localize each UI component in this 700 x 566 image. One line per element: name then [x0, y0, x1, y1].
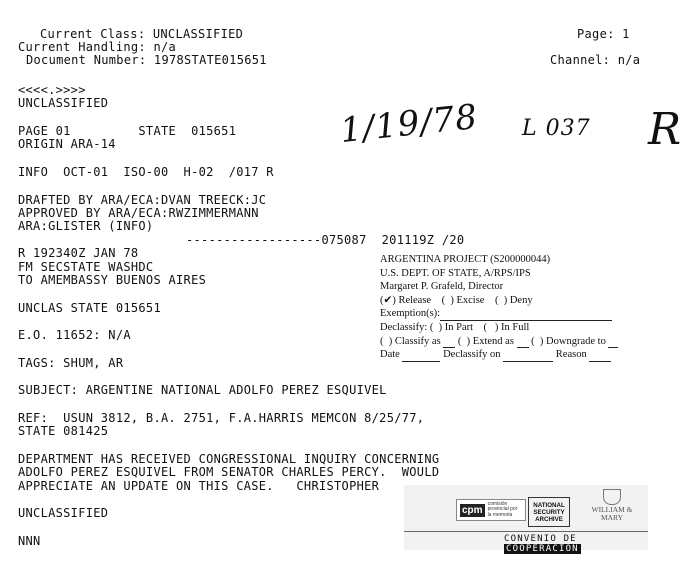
- page-line: PAGE 01 STATE 015651: [18, 124, 237, 138]
- body-line-3: APPRECIATE AN UPDATE ON THIS CASE. CHRISTOPHER: [18, 479, 380, 493]
- cpm-logo: [456, 499, 526, 521]
- in-full-label: In Full: [501, 321, 530, 333]
- stamp-project: ARGENTINA PROJECT (S200000044): [380, 254, 551, 265]
- classify-as-label: Classify as: [394, 335, 441, 347]
- stamp-action-row: (✔) Release ( ) Excise ( ) Deny: [380, 294, 533, 306]
- convenio-text: CONVENIO DE: [504, 534, 577, 544]
- release-label: Release: [398, 294, 432, 306]
- eo-line: E.O. 11652: N/A: [18, 328, 131, 342]
- declassification-stamp: [380, 253, 630, 362]
- current-handling: Current Handling: n/a: [18, 40, 177, 54]
- excise-label: Excise: [456, 294, 485, 306]
- from-line: FM SECSTATE WASHDC: [18, 260, 154, 274]
- handwritten-initials: R: [648, 104, 682, 155]
- stamp-exemptions-row: [380, 307, 630, 321]
- page-number: Page: 1: [577, 27, 630, 41]
- wm-text: WILLIAM & MARY: [591, 505, 633, 522]
- declassify-label: Declassify:: [380, 321, 428, 333]
- nnn-line: NNN: [18, 534, 41, 548]
- body-line-2: ADOLFO PEREZ ESQUIVEL FROM SENATOR CHARLES PERCY. WOULD: [18, 465, 440, 479]
- body-line-1: DEPARTMENT HAS RECEIVED CONGRESSIONAL INQUIRY CONCERNING: [18, 452, 440, 466]
- classification-top: UNCLASSIFIED: [18, 96, 109, 110]
- origin-line: ORIGIN ARA-14: [18, 137, 116, 151]
- national-security-archive-logo: NATIONAL SECURITY ARCHIVE: [528, 497, 570, 527]
- handwritten-date: 1/19/78: [338, 96, 480, 152]
- ref-line-1: REF: USUN 3812, B.A. 2751, F.A.HARRIS MEMCON 8/25/77,: [18, 411, 425, 425]
- extend-as-label: Extend as: [472, 335, 514, 347]
- tags-line: TAGS: SHUM, AR: [18, 356, 124, 370]
- cpm-text: comisión provincial por la memoria: [487, 500, 518, 518]
- info-line: INFO OCT-01 ISO-00 H-02 /017 R: [18, 165, 274, 179]
- unclas-line: UNCLAS STATE 015651: [18, 301, 161, 315]
- subject-line: SUBJECT: ARGENTINE NATIONAL ADOLFO PEREZ ESQUIVEL: [18, 383, 387, 397]
- deny-label: Deny: [509, 294, 533, 306]
- channel: Channel: n/a: [550, 53, 641, 67]
- current-class: Current Class: UNCLASSIFIED: [40, 27, 244, 41]
- cpm-mark: cpm: [462, 504, 483, 516]
- convenio-divider: [404, 531, 648, 532]
- ref-line-2: STATE 081425: [18, 424, 109, 438]
- document-number: Document Number: 1978STATE015651: [26, 53, 267, 67]
- downgrade-to-label: Downgrade to: [546, 335, 606, 347]
- handwritten-code: L 037: [522, 116, 591, 141]
- release-check: ✔: [383, 294, 393, 306]
- in-part-label: In Part: [444, 321, 474, 333]
- date-label: Date: [380, 349, 400, 361]
- drafted-line: DRAFTED BY ARA/ECA:DVAN TREECK:JC: [18, 193, 267, 207]
- stamp-dept: U.S. DEPT. OF STATE, A/RPS/IPS: [380, 267, 531, 279]
- stamp-classify-row: ( ) Classify as ( ) Extend as ( ) Downgrade to: [380, 335, 630, 349]
- william-and-mary-logo: [582, 489, 642, 529]
- stamp-date-row: [380, 348, 630, 362]
- glister-line: ARA:GLISTER (INFO): [18, 219, 154, 233]
- approved-line: APPROVED BY ARA/ECA:RWZIMMERMANN: [18, 206, 259, 220]
- reason-label: Reason: [555, 349, 587, 361]
- cooperacion-text: COOPERACION: [506, 544, 579, 554]
- to-line: TO AMEMBASSY BUENOS AIRES: [18, 273, 207, 287]
- declassify-on-label: Declassify on: [443, 349, 501, 361]
- stamp-director: Margaret P. Grafeld, Director: [380, 281, 504, 293]
- classification-bottom: UNCLASSIFIED: [18, 506, 109, 520]
- stamp-declassify-row: Declassify: ( ) In Part ( ) In Full: [380, 321, 530, 333]
- dtg-line: R 192340Z JAN 78: [18, 246, 139, 260]
- marker-line: <<<<.>>>>: [18, 83, 86, 97]
- dashes-line: ------------------075087 201119Z /20: [186, 233, 465, 247]
- crest-icon: [603, 489, 621, 505]
- exemptions-label: Exemption(s):: [380, 308, 441, 320]
- convenio-label: [504, 534, 648, 554]
- footer-logos: [404, 485, 648, 554]
